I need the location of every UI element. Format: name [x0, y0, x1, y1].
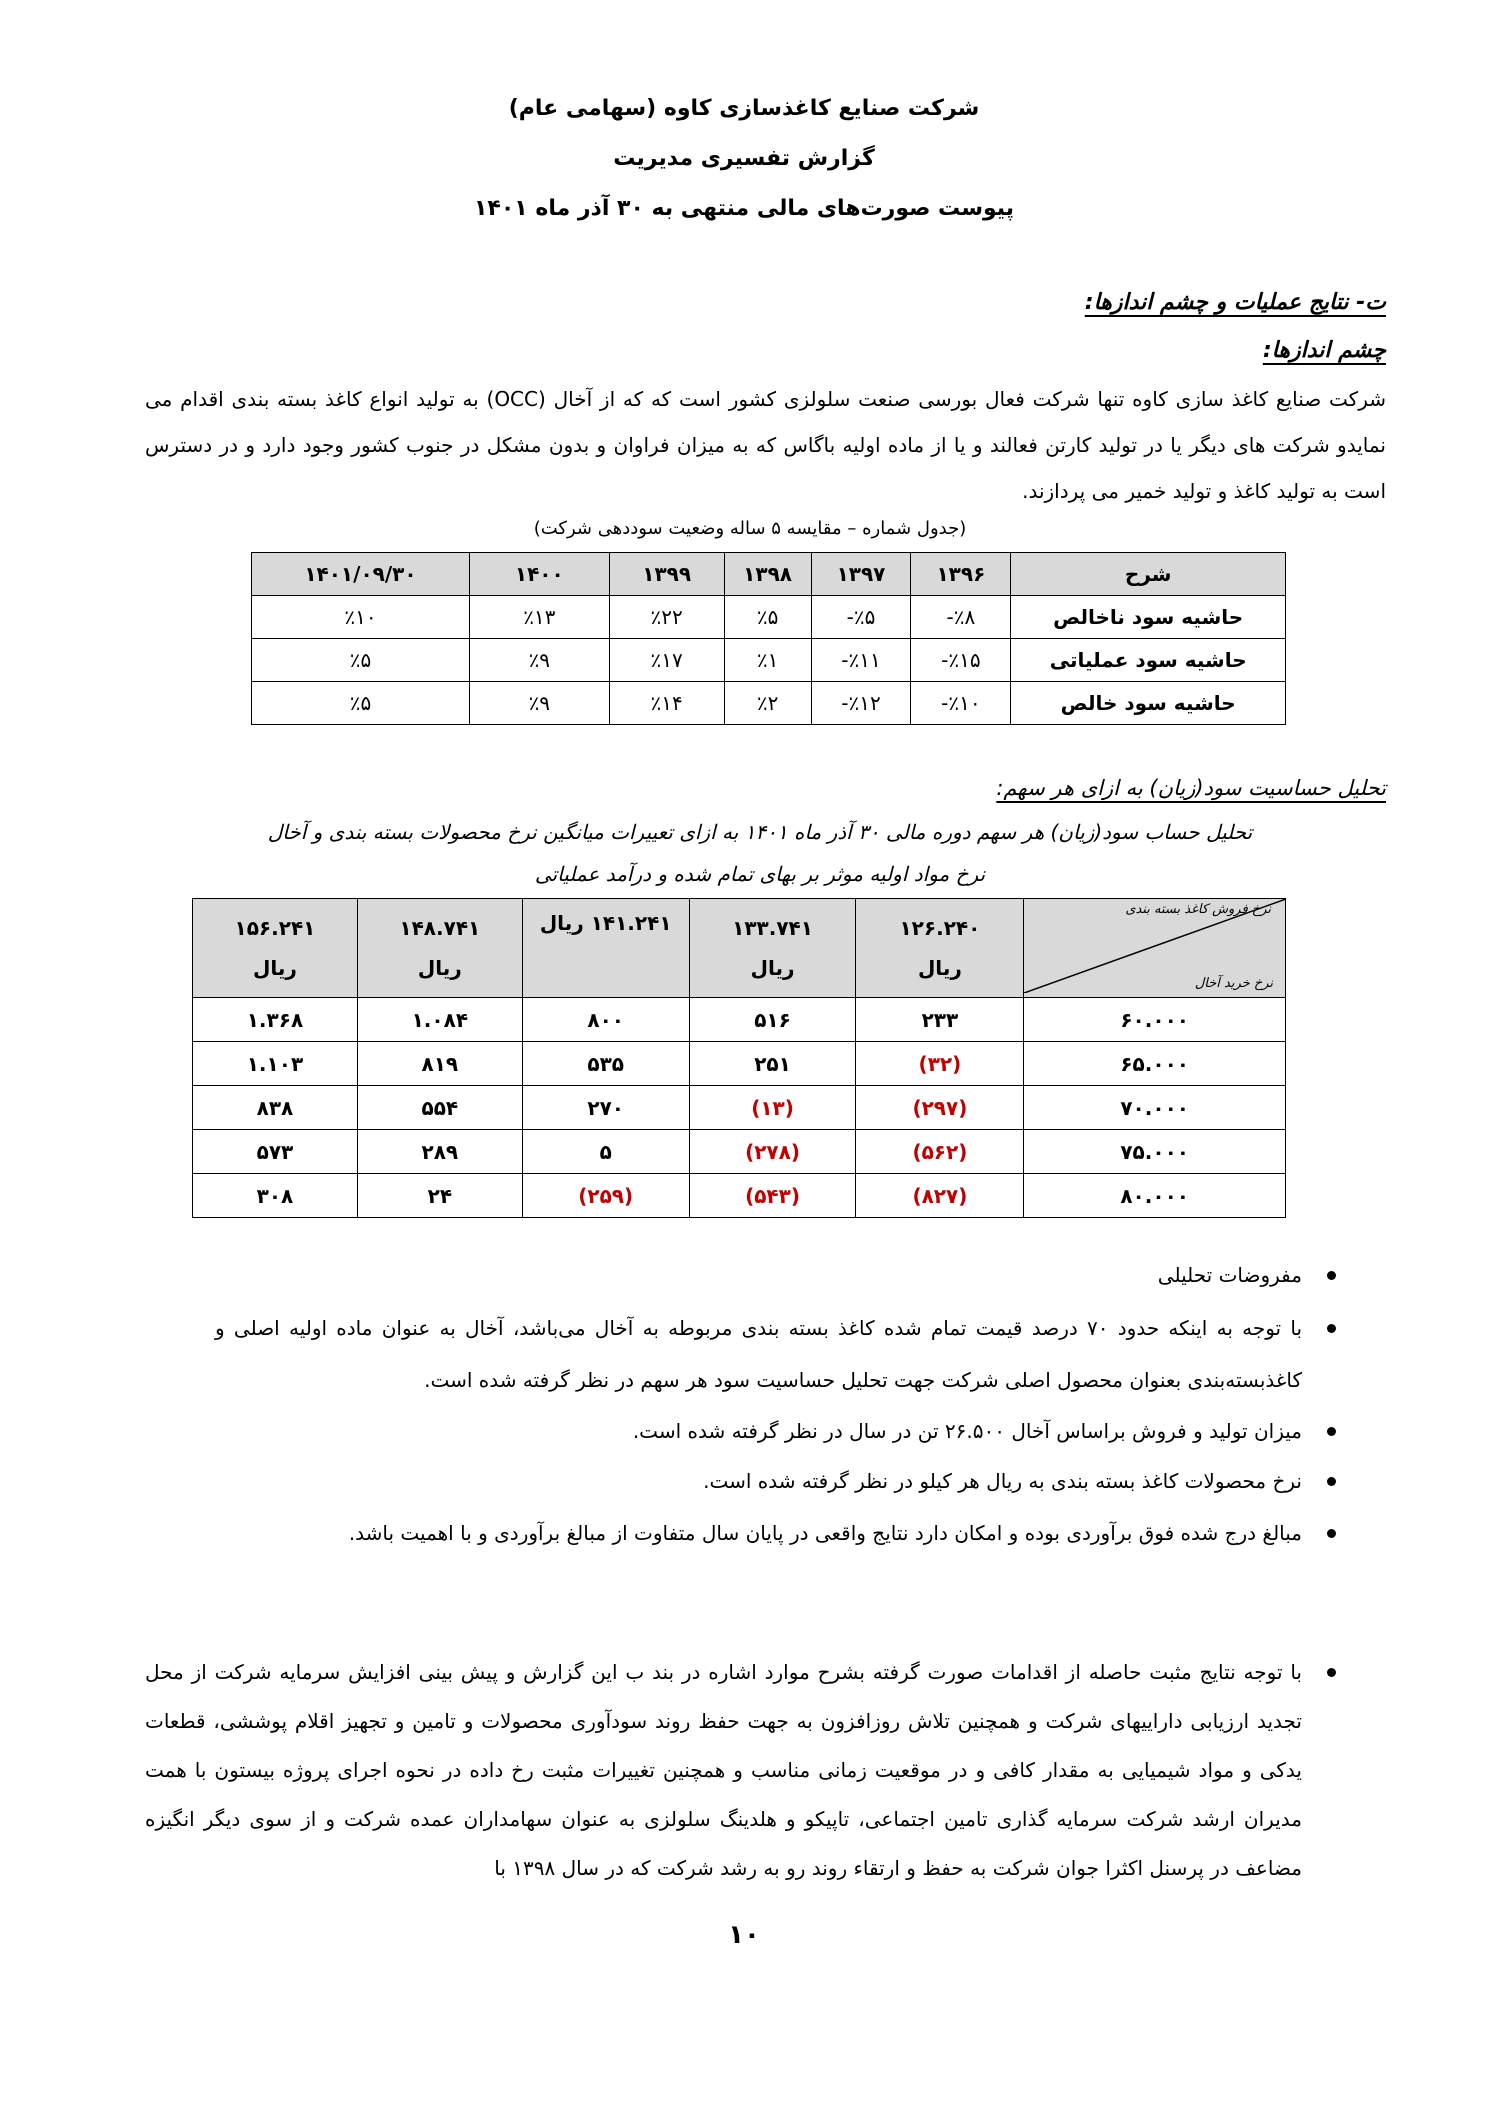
row-label: حاشیه سود عملیاتی	[1011, 639, 1286, 682]
table-cell: ٪۵	[724, 596, 811, 639]
table1-header: ۱۳۹۷	[811, 553, 911, 596]
table-row	[193, 1174, 1286, 1218]
table1-header: ۱۴۰۱/۰۹/۳۰	[252, 553, 470, 596]
price-unit: ریال	[750, 956, 795, 980]
table-cell: ٪۱۱-	[811, 639, 911, 682]
table-cell: ۱.۱۰۳	[193, 1042, 358, 1086]
table-cell: ٪۵	[252, 639, 470, 682]
table-cell: ٪۱۰-	[911, 682, 1011, 725]
assumptions-list	[215, 1252, 1340, 1556]
table-cell: ۲۸۹	[357, 1130, 522, 1174]
list-item-text: نرخ محصولات کاغذ بسته بندی به ریال هر کیلو در نظر گرفته شده است.	[703, 1469, 1302, 1493]
section-heading: ت- نتایج عملیات و چشم اندازها:	[1084, 290, 1386, 315]
appendix-title: پیوست صورت‌های مالی منتهی به ۳۰ آذر ماه ۱۴۰۱	[473, 196, 1015, 221]
price-value: ۱۴۸.۷۴۱	[399, 916, 481, 940]
price-value: ۱۴۱.۲۴۱ ریال	[539, 911, 672, 935]
table-row	[193, 1086, 1286, 1130]
list-item	[215, 1408, 1340, 1454]
sensitivity-header-row	[193, 899, 1286, 998]
negative-cell: (۲۵۹)	[522, 1174, 689, 1218]
sensitivity-heading: تحلیل حساسیت سود(زیان) به ازای هر سهم:	[996, 776, 1386, 800]
rate-label: ۷۵.۰۰۰	[1024, 1130, 1286, 1174]
table-cell: ۲۷۰	[522, 1086, 689, 1130]
list-item	[215, 1458, 1340, 1504]
table-row	[252, 682, 1286, 725]
corner-top-label: نرخ فروش کاغذ بسته بندی	[1125, 902, 1271, 917]
company-title: شرکت صنایع کاغذسازی کاوه (سهامی عام)	[508, 96, 980, 121]
table-cell: ۲۳۳	[856, 998, 1024, 1042]
price-value: ۱۵۶.۲۴۱	[234, 916, 316, 940]
row-label: حاشیه سود ناخالص	[1011, 596, 1286, 639]
row-label: حاشیه سود خالص	[1011, 682, 1286, 725]
table1-header: ۱۴۰۰	[469, 553, 609, 596]
table-cell: ٪۸-	[911, 596, 1011, 639]
price-value: ۱۲۶.۲۴۰	[899, 916, 981, 940]
table-cell: ٪۱۲-	[811, 682, 911, 725]
negative-cell: (۱۳)	[689, 1086, 856, 1130]
table-row	[193, 1130, 1286, 1174]
table-cell: ٪۹	[469, 639, 609, 682]
outlook-list	[145, 1648, 1340, 1893]
list-item-text: با توجه به اینکه حدود ۷۰ درصد قیمت تمام شده کاغذ بسته بندی مربوطه به آخال می‌باشد، آخال به عنوان ماده اولیه اصلی و کاغذبسته‌بندی بعنوان محصول اصلی شرکت جهت تحلیل حساسیت سود هر سهم در نظر گرفته شده است.	[215, 1316, 1303, 1392]
price-column-header	[357, 899, 522, 998]
table1-header-row	[252, 553, 1286, 596]
price-column-header	[522, 899, 689, 998]
price-column-header	[856, 899, 1024, 998]
page-number: ۱۰	[728, 1920, 760, 1950]
price-unit: ریال	[917, 956, 962, 980]
price-column-header	[689, 899, 856, 998]
table-cell: ٪۲۲	[609, 596, 724, 639]
table-cell: ٪۱	[724, 639, 811, 682]
table-cell: ۵۷۳	[193, 1130, 358, 1174]
table-cell: ۵۵۴	[357, 1086, 522, 1130]
table-cell: ۸۰۰	[522, 998, 689, 1042]
table-row	[252, 596, 1286, 639]
table-cell: ۵۱۶	[689, 998, 856, 1042]
table1-header: ۱۳۹۸	[724, 553, 811, 596]
list-item	[215, 1510, 1340, 1556]
corner-bottom-label: نرخ خرید آخال	[1194, 976, 1273, 991]
rate-label: ۷۰.۰۰۰	[1024, 1086, 1286, 1130]
table-cell: ٪۱۰	[252, 596, 470, 639]
corner-cell	[1024, 899, 1286, 998]
negative-cell: (۸۲۷)	[856, 1174, 1024, 1218]
price-column-header	[193, 899, 358, 998]
rate-label: ۸۰.۰۰۰	[1024, 1174, 1286, 1218]
negative-cell: (۵۴۳)	[689, 1174, 856, 1218]
list-item-text: مفروضات تحلیلی	[1157, 1263, 1302, 1287]
table-cell: ٪۵-	[811, 596, 911, 639]
table-cell: ۵۳۵	[522, 1042, 689, 1086]
table-row	[193, 1042, 1286, 1086]
price-value: ۱۳۳.۷۴۱	[732, 916, 813, 940]
table-cell: ٪۹	[469, 682, 609, 725]
table-cell: ٪۱۵-	[911, 639, 1011, 682]
table1-header: ۱۳۹۶	[911, 553, 1011, 596]
negative-cell: (۵۶۲)	[856, 1130, 1024, 1174]
negative-cell: (۳۲)	[856, 1042, 1024, 1086]
list-item-text: مبالغ درج شده فوق برآوردی بوده و امکان دارد نتایج واقعی در پایان سال متفاوت از مبالغ برآوردی و با اهمیت باشد.	[348, 1521, 1302, 1545]
outlook-paragraph: شرکت صنایع کاغذ سازی کاوه تنها شرکت فعال بورسی صنعت سلولزی کشور است که که از آخال (OCC) به تولید انواع کاغذ بسته بندی اقدام می نمایدو شرکت های دیگر یا در تولید کارتن فعالند و یا از ماده اولیه باگاس که به میزان فراوان و بدون مشکل در جنوب کشور وجود دارد و در دسترس است به تولید کاغذ و تولید خمیر می پردازند.	[145, 387, 1386, 503]
negative-cell: (۲۹۷)	[856, 1086, 1024, 1130]
bullet-icon	[1327, 1271, 1336, 1280]
table-cell: ۱.۳۶۸	[193, 998, 358, 1042]
profitability-table	[251, 552, 1286, 725]
table-cell: ۸۳۸	[193, 1086, 358, 1130]
table-cell: ۲۴	[357, 1174, 522, 1218]
sensitivity-desc-line2: نرخ مواد اولیه موثر بر بهای تمام شده و درآمد عملیاتی	[534, 862, 986, 886]
list-item-text: با توجه نتایج مثبت حاصله از اقدامات صورت گرفته بشرح موارد اشاره در بند ب این گزارش و پیش بینی افزایش سرمایه شرکت از محل تجدید ارزیابی داراییهای شرکت و همچنین تلاش روزافزون به جهت حفظ روند سودآوری محصولات و تامین و تجهیز اقلام پوششی، قطعات یدکی و مواد شیمیایی به مقدار کافی و در موقعیت زمانی مناسب و همچنین تغییرات مثبت رخ داده در نحوه اجرای پروژه بیستون با همت مدیران ارشد شرکت سرمایه گذاری تامین اجتماعی، تاپیکو و هلدینگ سلولزی به عنوان سهامداران عمده شرکت و از سوی دیگر انگیزه مضاعف در پرسنل اکثرا جوان شرکت به حفظ و ارتقاء روند رو به رشد شرکت که در سال ۱۳۹۸ با	[145, 1660, 1302, 1880]
bullet-icon	[1327, 1477, 1336, 1486]
rate-label: ۶۵.۰۰۰	[1024, 1042, 1286, 1086]
list-item	[145, 1648, 1340, 1893]
sensitivity-table	[192, 898, 1286, 1218]
table-cell: ٪۲	[724, 682, 811, 725]
bullet-icon	[1327, 1668, 1336, 1677]
rate-label: ۶۰.۰۰۰	[1024, 998, 1286, 1042]
list-item-text: میزان تولید و فروش براساس آخال ۲۶.۵۰۰ تن در سال در نظر گرفته شده است.	[632, 1419, 1302, 1443]
table-row	[193, 998, 1286, 1042]
bullet-icon	[1327, 1529, 1336, 1538]
report-title: گزارش تفسیری مدیریت	[613, 146, 875, 171]
table-cell: ٪۵	[252, 682, 470, 725]
price-unit: ریال	[417, 956, 462, 980]
negative-cell: (۲۷۸)	[689, 1130, 856, 1174]
table1-header: ۱۳۹۹	[609, 553, 724, 596]
section-subheading: چشم اندازها:	[1262, 338, 1386, 363]
table-row	[252, 639, 1286, 682]
table-cell: ۵	[522, 1130, 689, 1174]
price-unit: ریال	[253, 956, 297, 980]
list-item	[215, 1252, 1340, 1298]
table-cell: ۱.۰۸۴	[357, 998, 522, 1042]
list-item	[215, 1302, 1340, 1406]
table-cell: ٪۱۴	[609, 682, 724, 725]
bullet-icon	[1327, 1427, 1336, 1436]
table-cell: ۸۱۹	[357, 1042, 522, 1086]
table-cell: ۳۰۸	[193, 1174, 358, 1218]
table1-header: شرح	[1011, 553, 1286, 596]
table-cell: ۲۵۱	[689, 1042, 856, 1086]
sensitivity-desc-line1: تحلیل حساب سود(زیان) هر سهم دوره مالی ۳۰ آذر ماه ۱۴۰۱ به ازای تعییرات میانگین نرخ محصولات بسته بندی و آخال	[267, 820, 1253, 844]
table-cell: ٪۱۷	[609, 639, 724, 682]
bullet-icon	[1327, 1324, 1336, 1333]
table-cell: ٪۱۳	[469, 596, 609, 639]
table1-caption: (جدول شماره – مقایسه ۵ ساله وضعیت سوددهی شرکت)	[533, 518, 967, 539]
